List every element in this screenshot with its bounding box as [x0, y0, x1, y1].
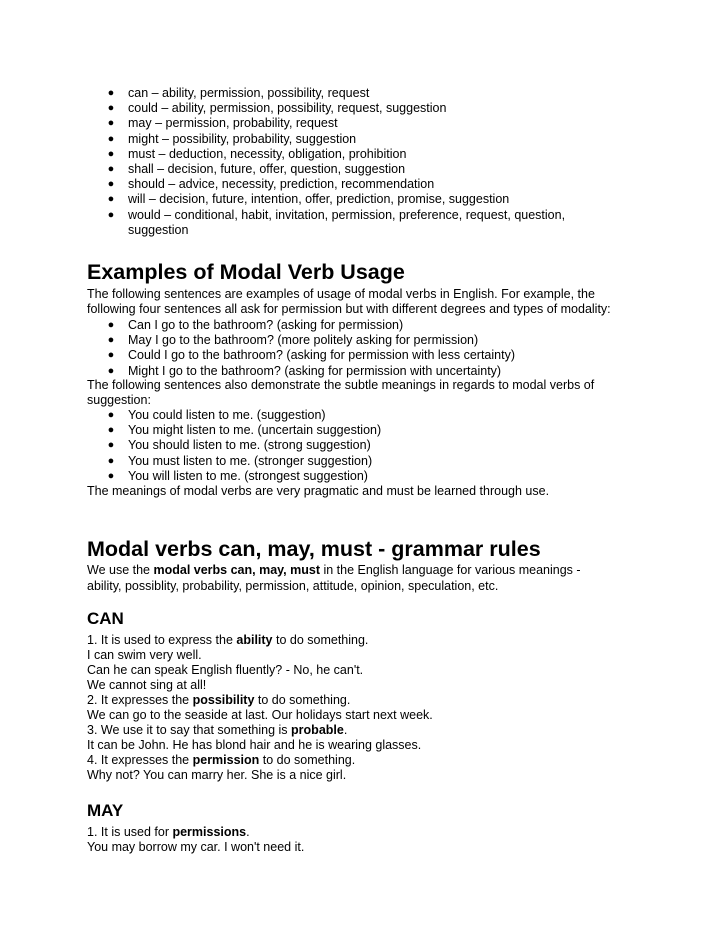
- bullet-icon: ●: [107, 409, 115, 421]
- examples-intro-line-2: following four sentences all ask for permission but with different degrees and types of modality:: [87, 302, 611, 316]
- list-item-text: must – deduction, necessity, obligation, prohibition: [128, 146, 407, 161]
- bullet-icon: ●: [107, 364, 115, 377]
- examples-outro: The meanings of modal verbs are very pragmatic and must be learned through use.: [87, 484, 550, 498]
- list-item-text: You must listen to me. (stronger suggestion): [128, 453, 373, 468]
- list-item: [0, 162, 648, 177]
- list-item-text: should – advice, necessity, prediction, recommendation: [128, 177, 435, 192]
- modal-meanings-list: [0, 86, 728, 238]
- list-item: [0, 364, 648, 379]
- list-item-text: could – ability, permission, possibility, request, suggestion: [128, 101, 447, 116]
- can-rule-1: 1. It is used to express the ability to do something.: [87, 633, 369, 647]
- list-item-text: can – ability, permission, possibility, request: [128, 86, 370, 100]
- bullet-icon: ●: [107, 469, 115, 482]
- list-item-text: Can I go to the bathroom? (asking for permission): [128, 318, 404, 332]
- list-item-text: might – possibility, probability, suggestion: [128, 131, 357, 146]
- permission-examples-list: [0, 318, 728, 379]
- bullet-icon: ●: [107, 334, 115, 347]
- list-item: [0, 132, 648, 147]
- list-item: [0, 147, 648, 162]
- list-item-text: You should listen to me. (strong suggestion): [128, 438, 371, 453]
- can-rule-3: 3. We use it to say that something is probable.: [87, 723, 348, 737]
- list-item-text: may – permission, probability, request: [128, 116, 338, 131]
- may-heading: MAY: [87, 801, 124, 820]
- list-item-text: You could listen to me. (suggestion): [128, 408, 326, 422]
- list-item: [0, 318, 648, 333]
- list-item-text: May I go to the bathroom? (more politely asking for permission): [128, 333, 479, 348]
- list-item-text: Could I go to the bathroom? (asking for permission with less certainty): [128, 348, 515, 363]
- bullet-icon: ●: [107, 193, 115, 206]
- can-example-2: We can go to the seaside at last. Our holidays start next week.: [87, 708, 433, 722]
- bullet-icon: ●: [107, 424, 115, 437]
- bullet-icon: ●: [107, 163, 115, 176]
- list-item: [0, 177, 648, 192]
- list-item: [0, 208, 598, 238]
- bullet-icon: ●: [107, 117, 115, 130]
- can-example-3: It can be John. He has blond hair and he is wearing glasses.: [87, 738, 422, 752]
- list-item-text: will – decision, future, intention, offer, prediction, promise, suggestion: [128, 192, 510, 207]
- examples-heading: Examples of Modal Verb Usage: [87, 260, 405, 284]
- bullet-icon: ●: [107, 87, 115, 99]
- grammar-rules-intro-line-1: We use the modal verbs can, may, must in the English language for various meanings -: [87, 563, 581, 577]
- bullet-icon: ●: [107, 208, 115, 221]
- grammar-rules-intro-line-2: ability, possiblity, probability, permission, attitude, opinion, speculation, etc.: [87, 579, 499, 593]
- bullet-icon: ●: [107, 439, 115, 452]
- can-example-4: Why not? You can marry her. She is a nice girl.: [87, 768, 347, 782]
- list-item: [0, 454, 648, 469]
- list-item: [0, 438, 648, 453]
- list-item: [0, 333, 648, 348]
- suggestion-examples-list: [0, 408, 728, 484]
- may-example-1: You may borrow my car. I won't need it.: [87, 840, 305, 854]
- list-item: [0, 408, 648, 423]
- bullet-icon: ●: [107, 178, 115, 191]
- bullet-icon: ●: [107, 147, 115, 160]
- can-rule-4: 4. It expresses the permission to do something.: [87, 753, 356, 767]
- grammar-rules-heading: Modal verbs can, may, must - grammar rules: [87, 537, 541, 561]
- examples-intro-line-1: The following sentences are examples of usage of modal verbs in English. For example, the: [87, 287, 595, 301]
- examples-mid-line-1: The following sentences also demonstrate the subtle meanings in regards to modal verbs of: [87, 378, 595, 392]
- list-item: [0, 116, 648, 131]
- list-item-text: Might I go to the bathroom? (asking for permission with uncertainty): [128, 363, 502, 378]
- list-item-text: You will listen to me. (strongest suggestion): [128, 468, 368, 483]
- can-example-1a: I can swim very well.: [87, 648, 202, 662]
- bullet-icon: ●: [107, 102, 115, 115]
- may-rule-1: 1. It is used for permissions.: [87, 825, 250, 839]
- can-example-1b: Can he can speak English fluently? - No, he can't.: [87, 663, 364, 677]
- list-item: [0, 469, 648, 484]
- bullet-icon: ●: [107, 454, 115, 467]
- can-heading: CAN: [87, 609, 124, 628]
- list-item: [0, 101, 648, 116]
- list-item: [0, 423, 648, 438]
- examples-mid-line-2: suggestion:: [87, 393, 151, 407]
- list-item-text: shall – decision, future, offer, question, suggestion: [128, 162, 406, 177]
- can-rule-2: 2. It expresses the possibility to do something.: [87, 693, 351, 707]
- list-item: [0, 86, 648, 101]
- list-item-text: would – conditional, habit, invitation, permission, preference, request, question, suggestion: [128, 207, 566, 237]
- list-item: [0, 348, 648, 363]
- bullet-icon: ●: [107, 132, 115, 145]
- bullet-icon: ●: [107, 319, 115, 331]
- can-example-1c: We cannot sing at all!: [87, 678, 207, 692]
- bullet-icon: ●: [107, 349, 115, 362]
- list-item-text: You might listen to me. (uncertain suggestion): [128, 423, 382, 438]
- list-item: [0, 192, 648, 207]
